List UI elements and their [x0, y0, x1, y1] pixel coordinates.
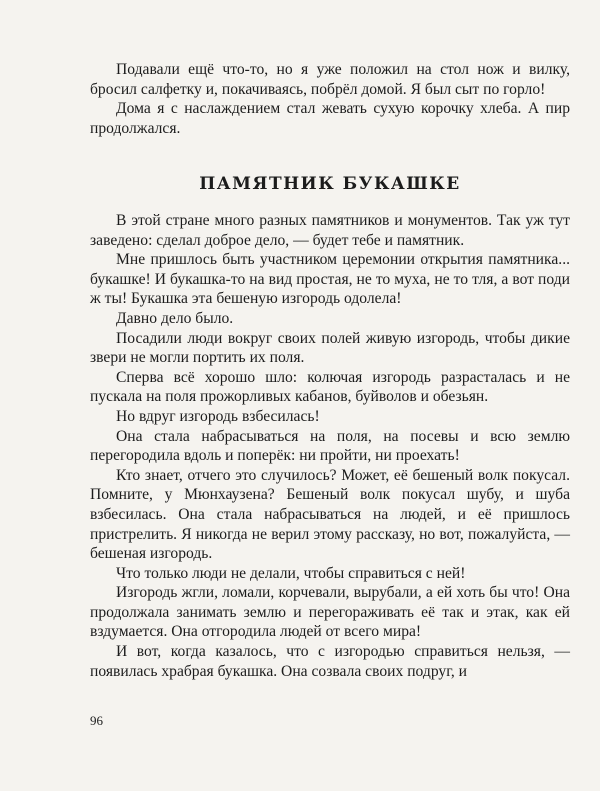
intro-paragraph: Дома я с наслаждением стал жевать сухую корочку хлеба. А пир продолжался.	[90, 100, 570, 137]
story-paragraph: Сперва всё хорошо шло: колючая изгородь разрасталась и не пускала на поля прожорливых кабанов, буйволов и обезьян.	[90, 368, 570, 406]
intro-paragraph: Подавали ещё что-то, но я уже положил на стол нож и вилку, бросил салфетку и, покачиваясь, побрёл домой. Я был сыт по горло!	[90, 61, 570, 98]
story-paragraph: И вот, когда казалось, что с изгородью справиться нельзя, — появилась храбрая букашка. Она созвала своих подруг, и	[90, 643, 570, 680]
story-paragraph: Посадили люди вокруг своих полей живую изгородь, чтобы дикие звери не могли портить их поля.	[90, 329, 570, 367]
story-paragraph: Кто знает, отчего это случилось? Может, её бешеный волк покусал. Помните, у Мюнхаузена? Бешеный волк покусал шубу, и шуба взбесилась. Она стала набрасываться на людей, и её пришлось пристрелить. Я никогда не верил этому рассказу, но вот, пожалуйста, — бешеная изгородь.	[90, 466, 570, 563]
story-paragraph: Но вдруг изгородь взбесилась!	[116, 407, 320, 425]
story-paragraph: Давно дело было.	[116, 309, 234, 327]
story-paragraph: Что только люди не делали, чтобы справиться с ней!	[116, 564, 466, 582]
story-paragraph: Изгородь жгли, ломали, корчевали, вырубали, а ей хоть бы что! Она продолжала занимать землю и перегораживать её так и этак, как ей вздумается. Она отгородила людей от всего мира!	[90, 584, 570, 641]
chapter-title: ПАМЯТНИК БУКАШКЕ	[199, 174, 461, 194]
story-paragraph: Она стала набрасываться на поля, на посевы и всю землю перегородила вдоль и поперёк: ни пройти, ни проехать!	[90, 427, 570, 465]
page-number: 96	[90, 713, 103, 728]
story-paragraph: Мне пришлось быть участником церемонии открытия памятника... букашке! И букашка-то на вид простая, не то муха, не то тля, а вот поди ж ты! Букашка эта бешеную изгородь одолела!	[90, 251, 570, 308]
story-paragraph: В этой стране много разных памятников и монументов. Так уж тут заведено: сделал доброе дело, — будет тебе и памятник.	[90, 212, 570, 249]
story-text	[90, 211, 570, 681]
intro-text	[90, 60, 570, 138]
